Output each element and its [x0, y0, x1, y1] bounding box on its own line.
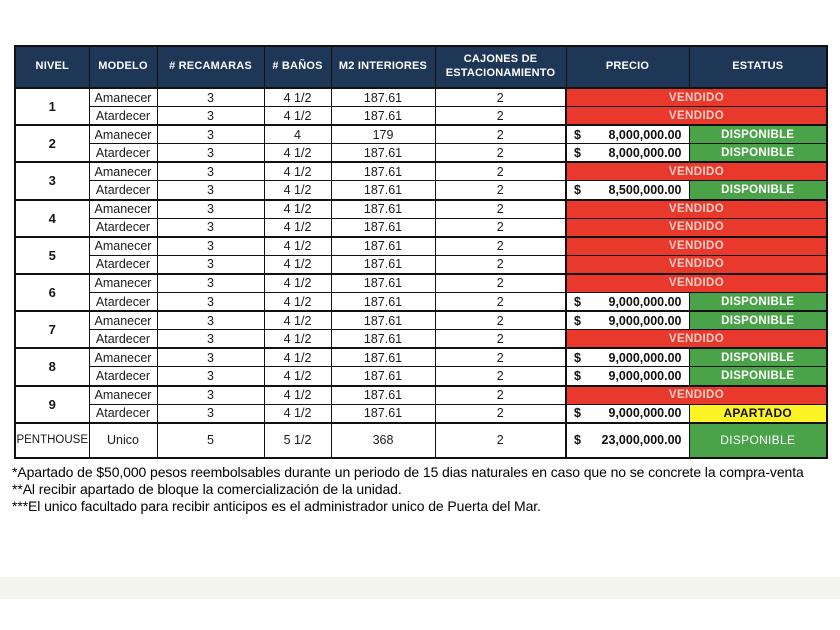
nivel-cell: PENTHOUSE: [15, 423, 89, 458]
cajones-cell: 2: [435, 293, 566, 312]
price-amount: 9,000,000.00: [608, 368, 682, 383]
nivel-cell: 3: [15, 162, 89, 199]
cajones-cell: 2: [435, 144, 566, 163]
banos-cell: 4 1/2: [264, 293, 331, 312]
banos-cell: 4 1/2: [264, 348, 331, 367]
recamaras-cell: 3: [157, 144, 264, 163]
table-row: [15, 144, 827, 163]
modelo-cell: Amanecer: [89, 162, 157, 181]
table-row: [15, 293, 827, 312]
table-row: [15, 311, 827, 330]
footnote-1: *Apartado de $50,000 pesos reembolsables durante un periodo de 15 dias naturales en caso que no se concrete la compra-venta: [12, 464, 804, 480]
currency-symbol: $: [574, 294, 581, 309]
table-row: [15, 255, 827, 274]
status-cell: DISPONIBLE: [689, 181, 827, 200]
currency-symbol: $: [574, 127, 581, 142]
cajones-cell: 2: [435, 200, 566, 219]
cajones-cell: 2: [435, 237, 566, 256]
currency-symbol: $: [574, 406, 581, 421]
modelo-cell: Atardecer: [89, 293, 157, 312]
modelo-cell: Atardecer: [89, 107, 157, 126]
recamaras-cell: 3: [157, 237, 264, 256]
cajones-cell: 2: [435, 348, 566, 367]
modelo-cell: Amanecer: [89, 125, 157, 144]
table-row: [15, 367, 827, 386]
recamaras-cell: 3: [157, 330, 264, 349]
status-cell-merged: VENDIDO: [566, 330, 827, 349]
status-cell: DISPONIBLE: [689, 311, 827, 330]
currency-symbol: $: [574, 368, 581, 383]
banos-cell: 4 1/2: [264, 386, 331, 405]
banos-cell: 4 1/2: [264, 330, 331, 349]
nivel-cell: 5: [15, 237, 89, 274]
status-cell: DISPONIBLE: [689, 293, 827, 312]
price-amount: 9,000,000.00: [608, 294, 682, 309]
price-cell: [566, 404, 689, 423]
currency-symbol: $: [574, 433, 581, 448]
recamaras-cell: 3: [157, 200, 264, 219]
price-amount: 23,000,000.00: [601, 433, 682, 448]
m2-cell: 187.61: [331, 293, 435, 312]
m2-cell: 187.61: [331, 107, 435, 126]
m2-cell: 187.61: [331, 274, 435, 293]
status-cell-merged: VENDIDO: [566, 218, 827, 237]
cajones-cell: 2: [435, 386, 566, 405]
m2-cell: 187.61: [331, 218, 435, 237]
table-row: [15, 200, 827, 219]
currency-symbol: $: [574, 183, 581, 198]
status-cell-merged: VENDIDO: [566, 162, 827, 181]
column-header-6: PRECIO: [566, 46, 689, 88]
m2-cell: 187.61: [331, 88, 435, 107]
modelo-cell: Amanecer: [89, 200, 157, 219]
recamaras-cell: 3: [157, 88, 264, 107]
price-amount: 8,000,000.00: [608, 145, 682, 160]
m2-cell: 187.61: [331, 255, 435, 274]
m2-cell: 187.61: [331, 367, 435, 386]
price-cell: [566, 144, 689, 163]
status-cell: DISPONIBLE: [689, 125, 827, 144]
modelo-cell: Atardecer: [89, 367, 157, 386]
table-row: [15, 237, 827, 256]
column-header-7: ESTATUS: [689, 46, 827, 88]
status-cell: DISPONIBLE: [689, 367, 827, 386]
cajones-cell: 2: [435, 330, 566, 349]
price-cell: [566, 125, 689, 144]
table-row: [15, 162, 827, 181]
cajones-cell: 2: [435, 255, 566, 274]
recamaras-cell: 3: [157, 255, 264, 274]
modelo-cell: Atardecer: [89, 144, 157, 163]
nivel-cell: 2: [15, 125, 89, 162]
table-row: [15, 274, 827, 293]
status-cell: DISPONIBLE: [689, 423, 827, 458]
price-table: [14, 45, 828, 459]
table-row: [15, 107, 827, 126]
status-cell: APARTADO: [689, 404, 827, 423]
modelo-cell: Atardecer: [89, 404, 157, 423]
price-amount: 8,500,000.00: [608, 183, 682, 198]
cajones-cell: 2: [435, 218, 566, 237]
cajones-cell: 2: [435, 162, 566, 181]
status-cell-merged: VENDIDO: [566, 107, 827, 126]
banos-cell: 4 1/2: [264, 107, 331, 126]
modelo-cell: Atardecer: [89, 330, 157, 349]
table-row: [15, 404, 827, 423]
m2-cell: 187.61: [331, 144, 435, 163]
cajones-cell: 2: [435, 274, 566, 293]
banos-cell: 4 1/2: [264, 181, 331, 200]
m2-cell: 187.61: [331, 386, 435, 405]
nivel-cell: 7: [15, 311, 89, 348]
banos-cell: 4 1/2: [264, 274, 331, 293]
nivel-cell: 8: [15, 348, 89, 385]
recamaras-cell: 3: [157, 386, 264, 405]
banos-cell: 4 1/2: [264, 255, 331, 274]
table-body: [15, 88, 827, 458]
nivel-cell: 4: [15, 200, 89, 237]
banos-cell: 4 1/2: [264, 88, 331, 107]
price-amount: 9,000,000.00: [608, 313, 682, 328]
cajones-cell: 2: [435, 311, 566, 330]
recamaras-cell: 3: [157, 293, 264, 312]
modelo-cell: Amanecer: [89, 274, 157, 293]
table-row: [15, 423, 827, 458]
table-row: [15, 181, 827, 200]
nivel-cell: 6: [15, 274, 89, 311]
price-cell: [566, 423, 689, 458]
modelo-cell: Amanecer: [89, 386, 157, 405]
banos-cell: 4 1/2: [264, 237, 331, 256]
m2-cell: 187.61: [331, 237, 435, 256]
recamaras-cell: 3: [157, 404, 264, 423]
recamaras-cell: 3: [157, 218, 264, 237]
recamaras-cell: 3: [157, 274, 264, 293]
footnote-3: ***El unico facultado para recibir anticipos es el administrador unico de Puerta del Mar.: [12, 498, 541, 514]
recamaras-cell: 3: [157, 162, 264, 181]
footer-shading: [0, 577, 840, 599]
column-header-3: # BAÑOS: [264, 46, 331, 88]
table-row: [15, 125, 827, 144]
recamaras-cell: 3: [157, 311, 264, 330]
cajones-cell: 2: [435, 367, 566, 386]
banos-cell: 4 1/2: [264, 367, 331, 386]
recamaras-cell: 5: [157, 423, 264, 458]
recamaras-cell: 3: [157, 107, 264, 126]
banos-cell: 4 1/2: [264, 404, 331, 423]
table-row: [15, 218, 827, 237]
table-row: [15, 88, 827, 107]
modelo-cell: Atardecer: [89, 255, 157, 274]
m2-cell: 187.61: [331, 330, 435, 349]
m2-cell: 187.61: [331, 404, 435, 423]
modelo-cell: Atardecer: [89, 181, 157, 200]
price-cell: [566, 311, 689, 330]
m2-cell: 187.61: [331, 348, 435, 367]
table-row: [15, 386, 827, 405]
column-header-5: CAJONES DE ESTACIONAMIENTO: [435, 46, 566, 88]
table-row: [15, 330, 827, 349]
price-cell: [566, 367, 689, 386]
banos-cell: 4 1/2: [264, 200, 331, 219]
m2-cell: 187.61: [331, 162, 435, 181]
recamaras-cell: 3: [157, 348, 264, 367]
price-table-container: [14, 45, 828, 459]
status-cell-merged: VENDIDO: [566, 88, 827, 107]
column-header-0: NIVEL: [15, 46, 89, 88]
banos-cell: 4 1/2: [264, 218, 331, 237]
status-cell-merged: VENDIDO: [566, 386, 827, 405]
column-header-4: M2 INTERIORES: [331, 46, 435, 88]
status-cell-merged: VENDIDO: [566, 255, 827, 274]
cajones-cell: 2: [435, 107, 566, 126]
price-cell: [566, 348, 689, 367]
modelo-cell: Amanecer: [89, 88, 157, 107]
status-cell-merged: VENDIDO: [566, 237, 827, 256]
price-amount: 8,000,000.00: [608, 127, 682, 142]
m2-cell: 187.61: [331, 200, 435, 219]
cajones-cell: 2: [435, 423, 566, 458]
banos-cell: 4 1/2: [264, 311, 331, 330]
nivel-cell: 1: [15, 88, 89, 125]
recamaras-cell: 3: [157, 181, 264, 200]
currency-symbol: $: [574, 313, 581, 328]
table-row: [15, 348, 827, 367]
cajones-cell: 2: [435, 125, 566, 144]
column-header-1: MODELO: [89, 46, 157, 88]
m2-cell: 179: [331, 125, 435, 144]
currency-symbol: $: [574, 350, 581, 365]
price-cell: [566, 293, 689, 312]
banos-cell: 4 1/2: [264, 162, 331, 181]
status-cell-merged: VENDIDO: [566, 200, 827, 219]
nivel-cell: 9: [15, 386, 89, 423]
banos-cell: 4 1/2: [264, 144, 331, 163]
status-cell: DISPONIBLE: [689, 144, 827, 163]
modelo-cell: Amanecer: [89, 348, 157, 367]
cajones-cell: 2: [435, 88, 566, 107]
cajones-cell: 2: [435, 181, 566, 200]
banos-cell: 4: [264, 125, 331, 144]
footnote-2: **Al recibir apartado de bloque la comercialización de la unidad.: [12, 481, 402, 497]
header-row: [15, 46, 827, 88]
cajones-cell: 2: [435, 404, 566, 423]
status-cell-merged: VENDIDO: [566, 274, 827, 293]
modelo-cell: Unico: [89, 423, 157, 458]
m2-cell: 187.61: [331, 181, 435, 200]
m2-cell: 368: [331, 423, 435, 458]
column-header-2: # RECAMARAS: [157, 46, 264, 88]
modelo-cell: Amanecer: [89, 311, 157, 330]
modelo-cell: Amanecer: [89, 237, 157, 256]
recamaras-cell: 3: [157, 367, 264, 386]
recamaras-cell: 3: [157, 125, 264, 144]
footnotes: [12, 464, 824, 515]
price-amount: 9,000,000.00: [608, 406, 682, 421]
m2-cell: 187.61: [331, 311, 435, 330]
status-cell: DISPONIBLE: [689, 348, 827, 367]
price-cell: [566, 181, 689, 200]
modelo-cell: Atardecer: [89, 218, 157, 237]
banos-cell: 5 1/2: [264, 423, 331, 458]
currency-symbol: $: [574, 145, 581, 160]
price-amount: 9,000,000.00: [608, 350, 682, 365]
